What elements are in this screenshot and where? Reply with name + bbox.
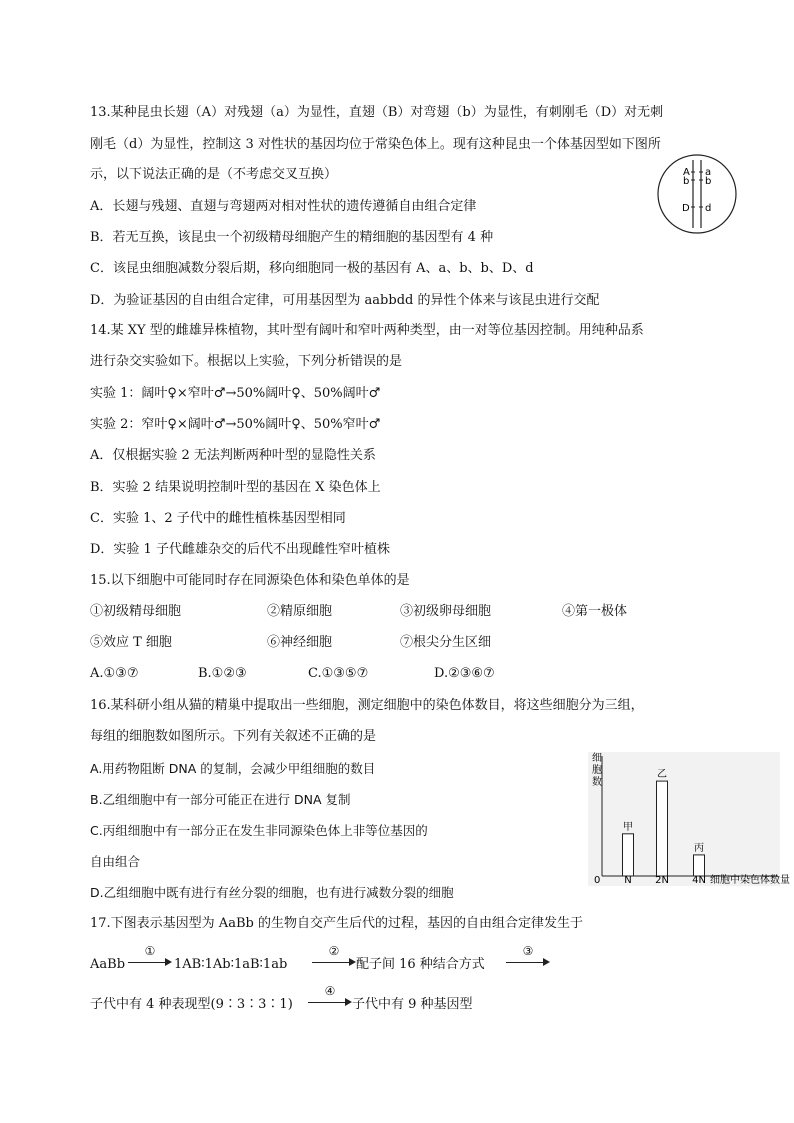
gene-a-label: a [705, 167, 712, 178]
q16-option-a: A.用药物阻断 DNA 的复制，会减少甲组细胞的数目 [90, 761, 376, 776]
bar-2N [657, 781, 668, 876]
step4-number: ④ [324, 984, 336, 998]
q14-stem-line1: 14.某 XY 型的雌雄异株植物，其叶型有阔叶和窄叶两种类型，由一对等位基因控制。用纯种品系 [90, 323, 644, 338]
q15-item-3: ③初级卵母细胞 [400, 604, 492, 619]
q16-stem-line2: 每组的细胞数如图所示。下列有关叙述不正确的是 [90, 729, 377, 744]
gene-D-label: D [682, 203, 690, 214]
q16-option-b: B.乙组细胞中有一部分可能正在进行 DNA 复制 [90, 792, 351, 807]
q16-option-c-line2: 自由组合 [90, 854, 141, 869]
q17-phenotypes: 子代中有 4 种表现型(9∶3∶3∶1) [90, 997, 293, 1012]
q14-option-d: D．实验 1 子代雌雄杂交的后代不出现雌性窄叶植株 [90, 542, 390, 557]
q14-option-a: A．仅根据实验 2 无法判断两种叶型的显隐性关系 [90, 448, 376, 463]
bar-label-4N: 丙 [694, 842, 704, 854]
q16-option-c-line1: C.丙组细胞中有一部分正在发生非同源染色体上非等位基因的 [90, 823, 428, 838]
origin-label: 0 [594, 875, 601, 886]
q15-item-6: ⑥神经细胞 [267, 635, 333, 650]
q16-stem-line1: 16.某科研小组从猫的精巢中提取出一些细胞，测定细胞中的染色体数目，将这些细胞分为三组， [90, 698, 644, 713]
q17-stem: 17.下图表示基因型为 AaBb 的生物自交产生后代的过程，基因的自由组合定律发生于 [90, 916, 583, 931]
q15-item-5: ⑤效应 T 细胞 [90, 635, 172, 650]
x-tick-N: N [624, 875, 632, 886]
bar-label-N: 甲 [623, 821, 633, 833]
q15-item-7: ⑦根尖分生区细 [400, 635, 492, 650]
gene-d-label: d [705, 203, 712, 214]
q15-item-2: ②精原细胞 [267, 604, 333, 619]
q13-option-a: A．长翅与残翅、直翅与弯翅两对相对性状的遗传遵循自由组合定律 [90, 199, 477, 214]
q13-option-d: D．为验证基因的自由组合定律，可用基因型为 aabbdd 的异性个体来与该昆虫进行交配 [90, 293, 600, 308]
y-axis-label-char-1: 细 [592, 753, 602, 764]
q13-option-b: B．若无互换，该昆虫一个初级精母细胞产生的精细胞的基因型有 4 种 [90, 230, 494, 245]
q16-bar-chart [588, 752, 790, 886]
y-axis-label-char-3: 数 [592, 777, 602, 788]
q15-option-a: A.①③⑦ [90, 666, 139, 681]
x-tick-4N: 4N [692, 875, 706, 886]
q15-option-b: B.①②③ [198, 666, 247, 681]
bar-N [623, 834, 634, 876]
step1-number: ① [144, 944, 156, 958]
q13-stem-line2: 刚毛（d）为显性，控制这 3 对性状的基因均位于常染色体上。现有这种昆虫一个体基因型如下图所 [90, 137, 661, 152]
q17-genotypes: 子代中有 9 种基因型 [352, 997, 473, 1012]
bar-label-2N: 乙 [657, 769, 667, 781]
q16-option-d: D.乙组细胞中既有进行有丝分裂的细胞，也有进行减数分裂的细胞 [90, 885, 454, 900]
gene-b-left-label: b [683, 176, 690, 187]
q14-option-c: C．实验 1、2 子代中的雌性植株基因型相同 [90, 511, 346, 526]
q14-option-b: B．实验 2 结果说明控制叶型的基因在 X 染色体上 [90, 480, 381, 495]
q17-gametes: 1AB∶1Ab∶1aB∶1ab [174, 957, 288, 972]
q13-chromosome-figure [655, 152, 739, 236]
q15-stem: 15.以下细胞中可能同时存在同源染色体和染色单体的是 [90, 573, 410, 588]
x-axis-label: 细胞中染色体数量 [710, 875, 790, 886]
gene-A-label: A [683, 167, 690, 178]
q15-item-4: ④第一极体 [562, 604, 628, 619]
q17-start: AaBb [90, 957, 126, 972]
q14-experiment-1: 实验 1：阔叶♀×窄叶♂→50%阔叶♀、50%阔叶♂ [90, 386, 381, 401]
q14-experiment-2: 实验 2：窄叶♀×阔叶♂→50%阔叶♀、50%窄叶♂ [90, 417, 381, 432]
gene-b-right-label: b [705, 176, 712, 187]
q15-option-c: C.①③⑤⑦ [308, 666, 369, 681]
q13-stem-line3: 示，以下说法正确的是（不考虑交叉互换） [90, 167, 338, 182]
q17-combinations: 配子间 16 种结合方式 [356, 957, 485, 972]
q14-stem-line2: 进行杂交实验如下。根据以上实验，下列分析错误的是 [90, 354, 403, 369]
step1-arrow [128, 944, 172, 972]
bars-group [623, 768, 706, 886]
step3-arrow [506, 944, 550, 972]
x-tick-2N: 2N [655, 875, 669, 886]
step2-arrow [312, 944, 356, 972]
q13-stem-line1: 13.某种昆虫长翅（A）对残翅（a）为显性，直翅（B）对弯翅（b）为显性，有刺刚毛（D）对无刺 [90, 105, 664, 120]
step3-number: ③ [522, 944, 534, 958]
q15-item-1: ①初级精母细胞 [90, 604, 182, 619]
q13-option-c: C．该昆虫细胞减数分裂后期，移向细胞同一极的基因有 A、a、b、b、D、d [90, 261, 534, 276]
y-axis-label-char-2: 胞 [592, 765, 602, 776]
step4-arrow [308, 984, 352, 1012]
q15-option-d: D.②③⑥⑦ [434, 666, 495, 681]
step2-number: ② [328, 944, 340, 958]
bar-4N [694, 855, 705, 876]
